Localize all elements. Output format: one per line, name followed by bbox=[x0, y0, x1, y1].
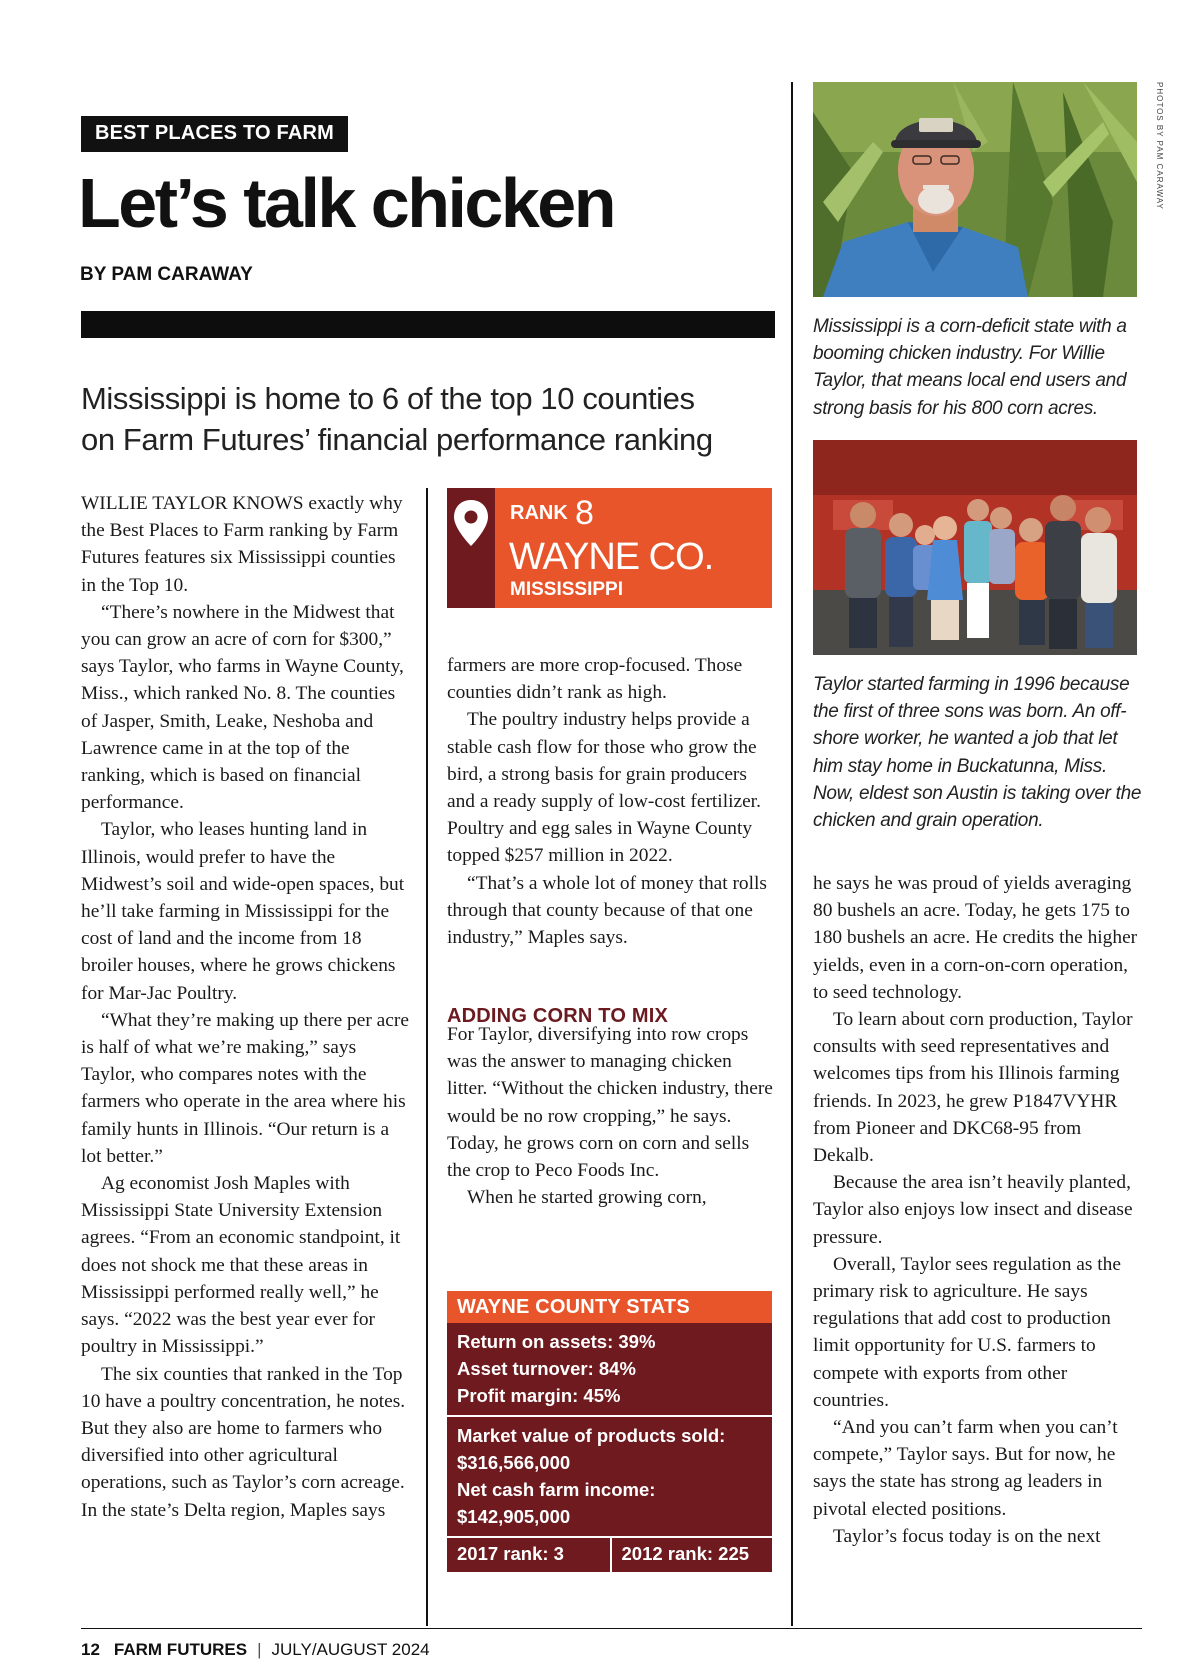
return-on-assets: Return on assets: 39% bbox=[457, 1331, 656, 1352]
market-value: $316,566,000 bbox=[457, 1452, 571, 1473]
article-column-2-section bbox=[447, 1021, 777, 1211]
state-name: MISSISSIPPI bbox=[510, 579, 623, 600]
profit-margin: Profit margin: 45% bbox=[457, 1385, 621, 1406]
county-stats-box bbox=[447, 1291, 772, 1572]
body-paragraph: farmers are more crop-focused. Those counties didn’t rank as high. bbox=[447, 655, 743, 704]
body-paragraph: “There’s nowhere in the Midwest that you can grow an acre of corn for $300,” says Taylor, who farms in Wayne County, Miss., which ranked No. 8. The counties of Jasper, Smith, Leake, Neshoba and Lawrence came in at the top of the ranking, which is based on financial performance. bbox=[81, 601, 404, 814]
family-group-image bbox=[813, 440, 1137, 655]
article-column-2 bbox=[447, 652, 777, 951]
rank-number: 8 bbox=[575, 494, 594, 532]
body-paragraph: Because the area isn’t heavily planted, Taylor also enjoys low insect and disease pressure. bbox=[813, 1172, 1133, 1248]
photo-caption: Taylor started farming in 1996 because the first of three sons was born. An off-shore worker, he wanted a job that let him stay home in Buckatunna, Miss. Now, eldest son Austin is taking over the chicken and grain operation. bbox=[813, 674, 1142, 832]
body-paragraph: “That’s a whole lot of money that rolls through that county because of that one industry,” Maples says. bbox=[447, 872, 767, 949]
body-paragraph: The poultry industry helps provide a stable cash flow for those who grow the bird, a strong basis for grain producers and a ready supply of low-cost fertilizer. Poultry and egg sales in Wayne County topped $257 million in 2022. bbox=[447, 709, 761, 867]
net-income-label: Net cash farm income: bbox=[457, 1479, 656, 1500]
body-paragraph: “And you can’t farm when you can’t compete,” Taylor says. But for now, he says the state has strong ag leaders in pivotal elected positions. bbox=[813, 1417, 1118, 1520]
column-divider bbox=[426, 488, 428, 1626]
market-value-label: Market value of products sold: bbox=[457, 1425, 726, 1446]
header-rule-bar bbox=[81, 311, 775, 338]
rank-label: RANK bbox=[510, 502, 568, 524]
byline: BY PAM CARAWAY bbox=[80, 264, 253, 285]
body-paragraph: Ag economist Josh Maples with Mississippi State University Extension agrees. “From an economic standpoint, it does not shock me that these areas in Mississippi performed really well,” he says. “2022 was the best year ever for poultry in Mississippi.” bbox=[81, 1173, 401, 1358]
footer-rule bbox=[81, 1628, 1142, 1629]
article-column-1 bbox=[81, 490, 411, 1524]
body-paragraph: he says he was proud of yields averaging 80 bushels an acre. Today, he gets 175 to 180 bushels an acre. He credits the higher yields, even in a corn-on-corn operation, to seed technology. bbox=[813, 873, 1138, 1003]
county-name: WAYNE CO. bbox=[509, 536, 714, 578]
subhead: ADDING CORN TO MIX bbox=[447, 1005, 669, 1027]
photo-credit: PHOTOS BY PAM CARAWAY bbox=[1155, 82, 1164, 210]
net-income: $142,905,000 bbox=[457, 1506, 571, 1527]
rank-2012: 2012 rank: 225 bbox=[610, 1538, 773, 1572]
article-column-3 bbox=[813, 870, 1143, 1550]
stats-values bbox=[447, 1417, 772, 1536]
farmer-portrait-photo bbox=[813, 82, 1137, 297]
page-footer bbox=[81, 1640, 430, 1660]
body-paragraph: For Taylor, diversifying into row crops was the answer to managing chicken litter. “Without the chicken industry, there would be no row cropping,” he says. Today, he grows corn on corn and sells the crop to Peco Foods Inc. bbox=[447, 1024, 773, 1182]
page-number: 12 bbox=[81, 1640, 100, 1659]
body-paragraph: When he started growing corn, bbox=[467, 1187, 707, 1209]
family-group-photo bbox=[813, 440, 1137, 655]
section-kicker: BEST PLACES TO FARM bbox=[81, 116, 348, 152]
lead-caps: WILLIE TAYLOR KNOWS bbox=[81, 493, 304, 514]
headline: Let’s talk chicken bbox=[78, 164, 614, 242]
body-paragraph: “What they’re making up there per acre is half of what we’re making,” says Taylor, who compares notes with the farmers who operate in the area where his family hunts in Illinois. “Our return is a lot better.” bbox=[81, 1009, 409, 1167]
issue-date: JULY/AUGUST 2024 bbox=[271, 1640, 430, 1659]
map-pin-icon bbox=[447, 488, 495, 608]
stats-ratios bbox=[447, 1323, 772, 1415]
asset-turnover: Asset turnover: 84% bbox=[457, 1358, 636, 1379]
rank-2017: 2017 rank: 3 bbox=[457, 1543, 564, 1564]
body-paragraph: Taylor’s focus today is on the next bbox=[833, 1525, 1101, 1547]
lead-paragraph bbox=[81, 490, 411, 599]
publication-name: FARM FUTURES bbox=[113, 1640, 248, 1659]
stats-ranks bbox=[447, 1538, 772, 1572]
body-paragraph: To learn about corn production, Taylor consults with seed representatives and welcomes tips from his Illinois farming friends. In 2023, he grew P1847VYHR from Pioneer and DKC68-95 from Dekalb. bbox=[813, 1009, 1133, 1167]
body-paragraph: The six counties that ranked in the Top 10 have a poultry concentration, he notes. But they also are home to farmers who diversified into other agricultural operations, such as Taylor’s corn acreage. In the state’s Delta region, Maples says bbox=[81, 1363, 406, 1521]
body-paragraph: Overall, Taylor sees regulation as the primary risk to agriculture. He says regulations that add cost to production limit opportunity for U.S. farmers to compete with exports from other countries. bbox=[813, 1253, 1121, 1411]
footer-separator: | bbox=[257, 1640, 262, 1659]
photo-caption: Mississippi is a corn-deficit state with a booming chicken industry. For Willie Taylor, that means local end users and strong basis for his 800 corn acres. bbox=[813, 316, 1127, 419]
rank-badge-sidebar bbox=[447, 488, 495, 608]
dek: Mississippi is home to 6 of the top 10 counties on Farm Futures’ financial performance ranking bbox=[81, 381, 713, 457]
lead-rest: exactly why the Best Places to Farm ranking by Farm Futures features six Mississippi counties in the Top 10. bbox=[81, 493, 403, 596]
stats-title: WAYNE COUNTY STATS bbox=[447, 1291, 772, 1323]
body-paragraph: Taylor, who leases hunting land in Illinois, would prefer to have the Midwest’s soil and wide-open spaces, but he’ll take farming in Mississippi for the cost of land and the income from 18 broiler houses, where he grows chickens for Mar-Jac Poultry. bbox=[81, 819, 405, 1004]
farmer-portrait-image bbox=[813, 82, 1137, 297]
rank-badge bbox=[447, 488, 772, 608]
column-divider bbox=[791, 82, 793, 1626]
